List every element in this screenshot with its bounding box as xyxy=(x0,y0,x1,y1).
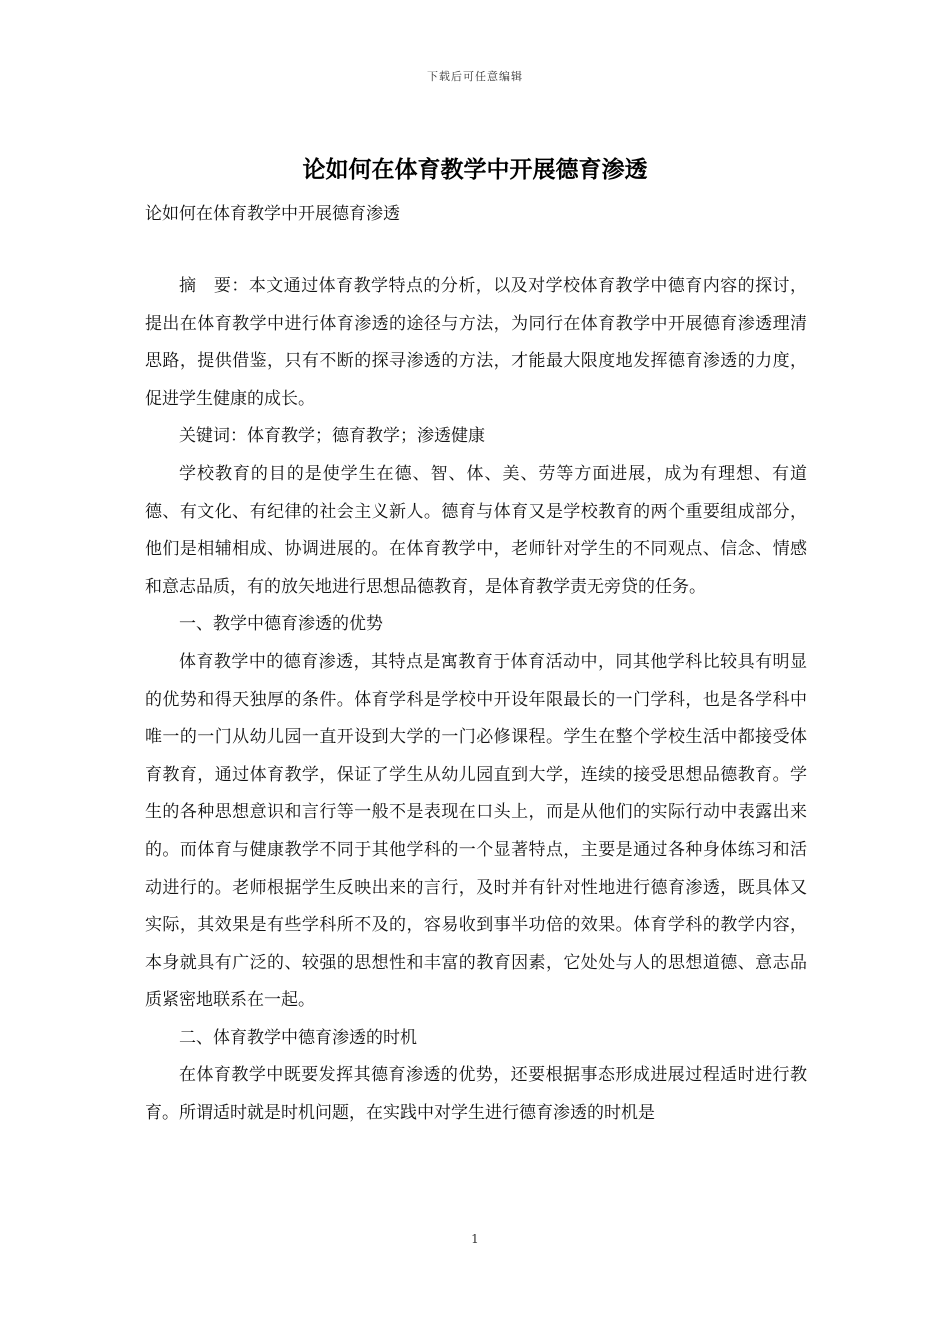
keywords-paragraph: 关键词：体育教学；德育教学；渗透健康 xyxy=(179,426,485,447)
body-paragraph: 学校教育的目的是使学生在德、智、体、美、劳等方面进展，成为有理想、有道德、有文化、有纪律的社会主义新人。德育与体育又是学校教育的两个重要组成部分，他们是相辅相成、协调进展的。在体育教学中，老师针对学生的不同观点、信念、情感和意志品质，有的放矢地进行思想品德教育，是体育教学责无旁贷的任务。 xyxy=(145,463,807,597)
body-paragraph: 在体育教学中既要发挥其德育渗透的优势，还要根据事态形成进展过程适时进行教育。所谓适时就是时机问题，在实践中对学生进行德育渗透的时机是 xyxy=(145,1065,807,1124)
document-title: 论如何在体育教学中开展德育渗透 xyxy=(302,156,648,183)
document-body xyxy=(145,268,807,1133)
document-subtitle: 论如何在体育教学中开展德育渗透 xyxy=(145,204,400,224)
section-heading: 一、教学中德育渗透的优势 xyxy=(179,614,383,635)
abstract-paragraph: 摘 要：本文通过体育教学特点的分析，以及对学校体育教学中德育内容的探讨，提出在体育教学中进行体育渗透的途径与方法，为同行在体育教学中开展德育渗透理清思路，提供借鉴，只有不断的探寻渗透的方法，才能最大限度地发挥德育渗透的力度，促进学生健康的成长。 xyxy=(145,276,807,409)
section-heading: 二、体育教学中德育渗透的时机 xyxy=(179,1027,417,1048)
body-paragraph: 体育教学中的德育渗透，其特点是寓教育于体育活动中，同其他学科比较具有明显的优势和得天独厚的条件。体育学科是学校中开设年限最长的一门学科，也是各学科中唯一的一门从幼儿园一直开设到大学的一门必修课程。学生在整个学校生活中都接受体育教育，通过体育教学，保证了学生从幼儿园直到大学，连续的接受思想品德教育。学生的各种思想意识和言行等一般不是表现在口头上，而是从他们的实际行动中表露出来的。而体育与健康教学不同于其他学科的一个显著特点，主要是通过各种身体练习和活动进行的。老师根据学生反映出来的言行，及时并有针对性地进行德育渗透，既具体又实际，其效果是有些学科所不及的，容易收到事半功倍的效果。体育学科的教学内容，本身就具有广泛的、较强的思想性和丰富的教育因素，它处处与人的思想道德、意志品质紧密地联系在一起。 xyxy=(145,651,807,1011)
header-note: 下载后可任意编辑 xyxy=(427,70,523,83)
page-number: 1 xyxy=(471,1232,479,1246)
